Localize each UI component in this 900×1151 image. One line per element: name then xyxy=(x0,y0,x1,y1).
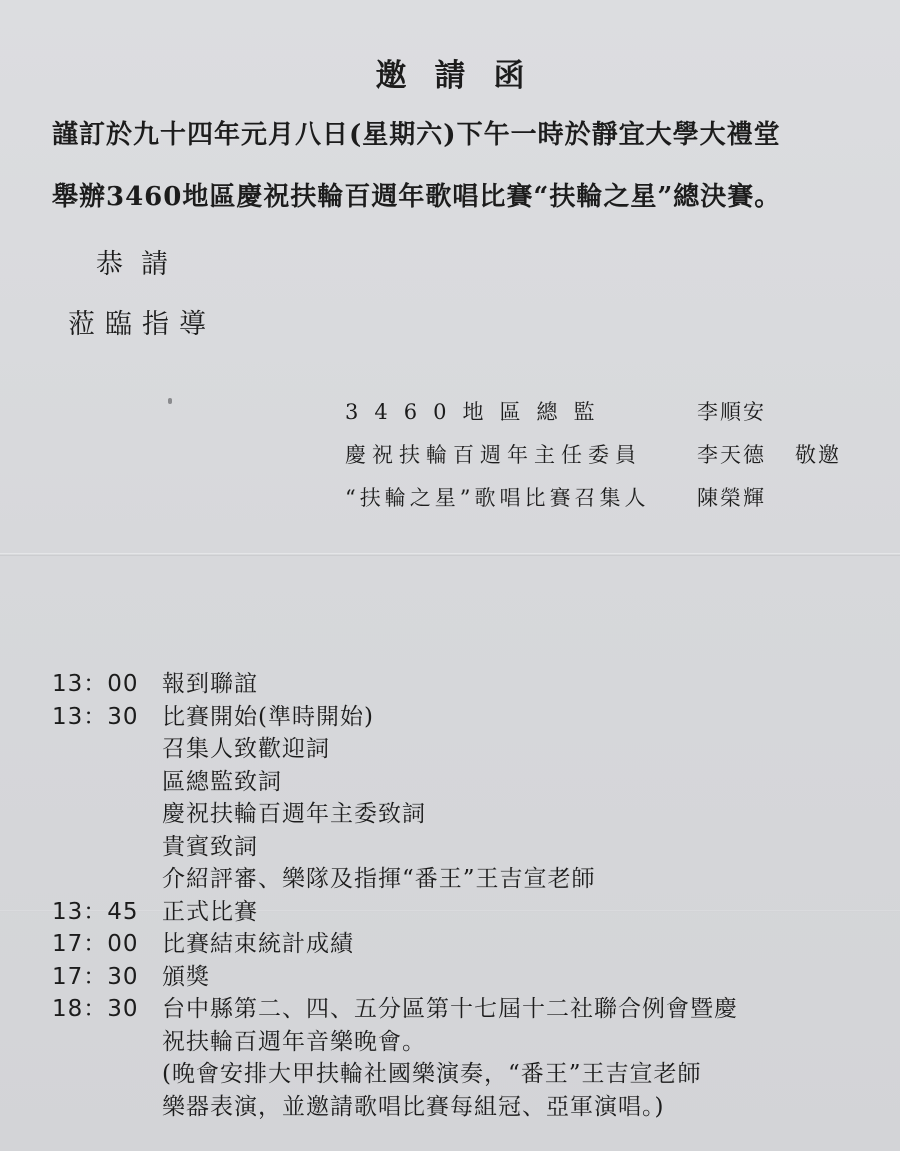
invitation-paragraph-line-1: 謹訂於九十四年元月八日(星期六)下午一時於靜宜大學大禮堂 xyxy=(52,120,781,150)
schedule-description: 貴賓致詞 xyxy=(162,833,258,860)
schedule-description: 召集人致歡迎詞 xyxy=(162,736,330,762)
schedule-description: 比賽結束統計成績 xyxy=(162,931,354,957)
schedule-row xyxy=(52,1026,882,1059)
schedule-row xyxy=(52,928,882,961)
schedule-time xyxy=(52,1026,162,1059)
schedule-description: 慶祝扶輪百週年主委致詞 xyxy=(162,801,426,827)
document-title: 邀請函 xyxy=(375,58,553,94)
schedule-row xyxy=(52,831,882,864)
signature-name-governor: 李順安 xyxy=(697,400,766,424)
schedule-time xyxy=(52,831,162,864)
schedule-description: 比賽開始(準時開始) xyxy=(162,703,374,730)
schedule-row xyxy=(52,668,882,701)
schedule-description: 台中縣第二、四、五分區第十七屆十二社聯合例會暨慶 xyxy=(162,996,738,1022)
greeting-respectfully: 恭請 xyxy=(96,249,186,280)
schedule-description: 介紹評審、樂隊及指揮“番王”王吉宣老師 xyxy=(162,866,596,892)
schedule-time xyxy=(52,798,162,831)
schedule-list xyxy=(52,668,882,1123)
schedule-time xyxy=(52,766,162,799)
schedule-time xyxy=(52,1058,162,1091)
schedule-description: 祝扶輪百週年音樂晚會。 xyxy=(162,1028,426,1055)
schedule-row xyxy=(52,733,882,766)
schedule-row xyxy=(52,1058,882,1091)
signature-name-chair: 李天德 xyxy=(697,443,766,467)
schedule-time: 17：30 xyxy=(52,963,139,990)
schedule-description: 正式比賽 xyxy=(162,898,258,925)
paper-fold-line xyxy=(0,553,900,556)
schedule-row xyxy=(52,701,882,734)
schedule-time xyxy=(52,733,162,766)
schedule-row xyxy=(52,993,882,1026)
signature-title-chair: 慶祝扶輪百週年主任委員 xyxy=(345,443,642,467)
schedule-row xyxy=(52,863,882,896)
signature-closing: 敬邀 xyxy=(795,443,841,467)
schedule-time: 13：30 xyxy=(52,703,139,730)
schedule-description: 頒獎 xyxy=(162,963,210,990)
schedule-time: 13：45 xyxy=(52,898,139,925)
schedule-description: 報到聯誼 xyxy=(162,671,258,697)
schedule-description: 樂器表演，並邀請歌唱比賽每組冠、亞軍演唱。) xyxy=(162,1093,665,1120)
schedule-description: (晚會安排大甲扶輪社國樂演奏，“番王”王吉宣老師 xyxy=(162,1061,702,1087)
schedule-row xyxy=(52,798,882,831)
schedule-time xyxy=(52,1091,162,1124)
schedule-description: 區總監致詞 xyxy=(162,768,282,795)
schedule-row xyxy=(52,896,882,929)
signature-name-convener: 陳榮輝 xyxy=(697,486,766,510)
schedule-row xyxy=(52,961,882,994)
schedule-time: 18：30 xyxy=(52,996,139,1022)
paper-speck xyxy=(168,398,172,404)
greeting-attend: 蒞臨指導 xyxy=(68,309,216,340)
schedule-time: 13：00 xyxy=(52,671,139,697)
schedule-time xyxy=(52,863,162,896)
schedule-row xyxy=(52,766,882,799)
signature-title-governor: 3460地區總監 xyxy=(345,400,611,424)
schedule-time: 17：00 xyxy=(52,931,139,957)
signature-title-convener: “扶輪之星”歌唱比賽召集人 xyxy=(345,486,650,510)
invitation-paragraph-line-2: 舉辦3460地區慶祝扶輪百週年歌唱比賽“扶輪之星”總決賽。 xyxy=(52,182,782,212)
schedule-row xyxy=(52,1091,882,1124)
